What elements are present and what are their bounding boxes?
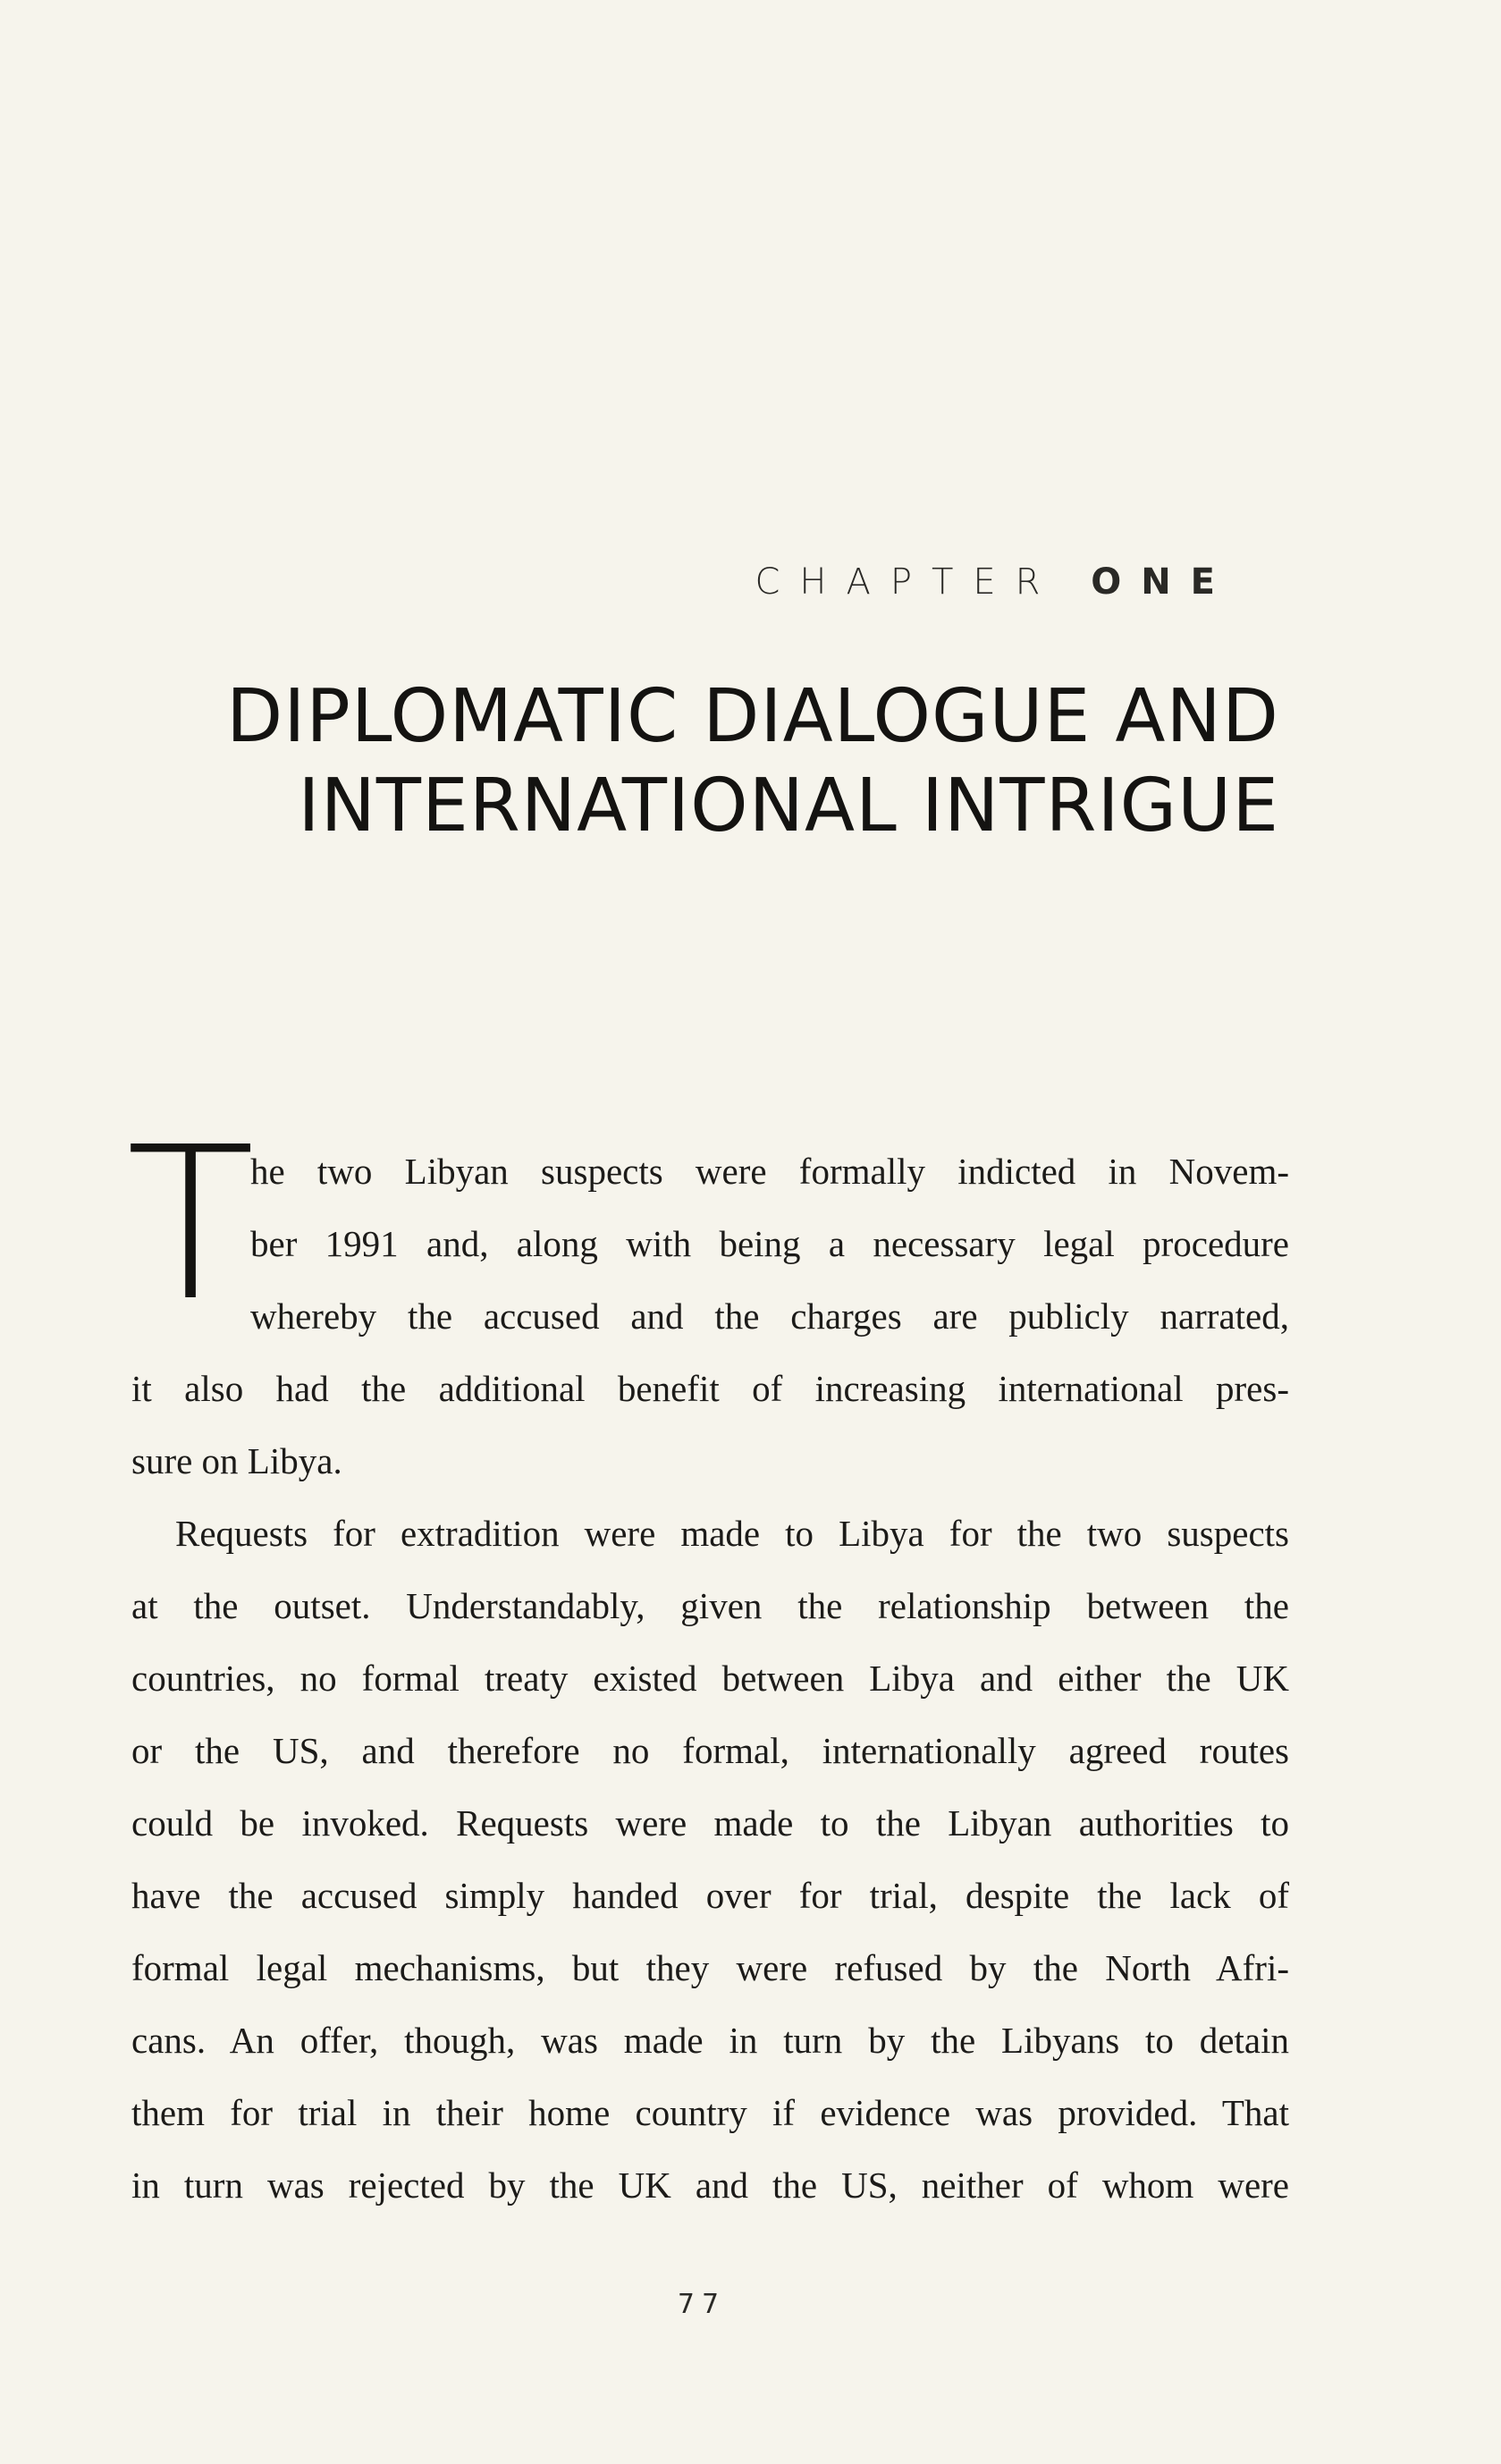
text-line: or the US, and therefore no formal, internationally agreed routes [131, 1730, 1289, 1771]
text-line: formal legal mechanisms, but they were refused by the North Afri- [131, 1947, 1289, 1988]
text-line: cans. An offer, though, was made in turn by the Libyans to detain [131, 2020, 1289, 2061]
text-line: Requests for extradition were made to Libya for the two suspects [175, 1513, 1289, 1554]
text-line: have the accused simply handed over for trial, despite the lack of [131, 1875, 1289, 1916]
chapter-label [755, 561, 1235, 603]
chapter-title-line: INTERNATIONAL INTRIGUE [298, 764, 1279, 848]
text-line: ber 1991 and, along with being a necessary legal procedure [250, 1223, 1289, 1264]
text-line: countries, no formal treaty existed between Libya and either the UK [131, 1658, 1289, 1699]
text-line: in turn was rejected by the UK and the US, neither of whom were [131, 2164, 1289, 2206]
body-text [126, 1101, 1289, 2222]
text-line: sure on Libya. [131, 1440, 342, 1481]
text-line: it also had the additional benefit of increasing international pres- [131, 1368, 1289, 1409]
text-line: could be invoked. Requests were made to the Libyan authorities to [131, 1802, 1289, 1844]
drop-cap: T [126, 1101, 256, 1347]
text-line: them for trial in their home country if evidence was provided. That [131, 2092, 1289, 2133]
paragraph-1 [126, 1101, 1289, 1498]
dropcap-block [126, 1101, 1289, 1353]
paragraph-2 [131, 1498, 1289, 2222]
chapter-title-line: DIPLOMATIC DIALOGUE AND [226, 674, 1279, 759]
text-line: whereby the accused and the charges are publicly narrated, [250, 1295, 1289, 1337]
chapter-number: ONE [1091, 561, 1235, 603]
text-line: at the outset. Understandably, given the relationship between the [131, 1585, 1289, 1626]
text-line: he two Libyan suspects were formally indicted in Novem- [250, 1151, 1289, 1192]
chapter-title [117, 672, 1279, 851]
chapter-word: CHAPTER [755, 561, 1060, 603]
page-number: 77 [677, 2289, 727, 2320]
